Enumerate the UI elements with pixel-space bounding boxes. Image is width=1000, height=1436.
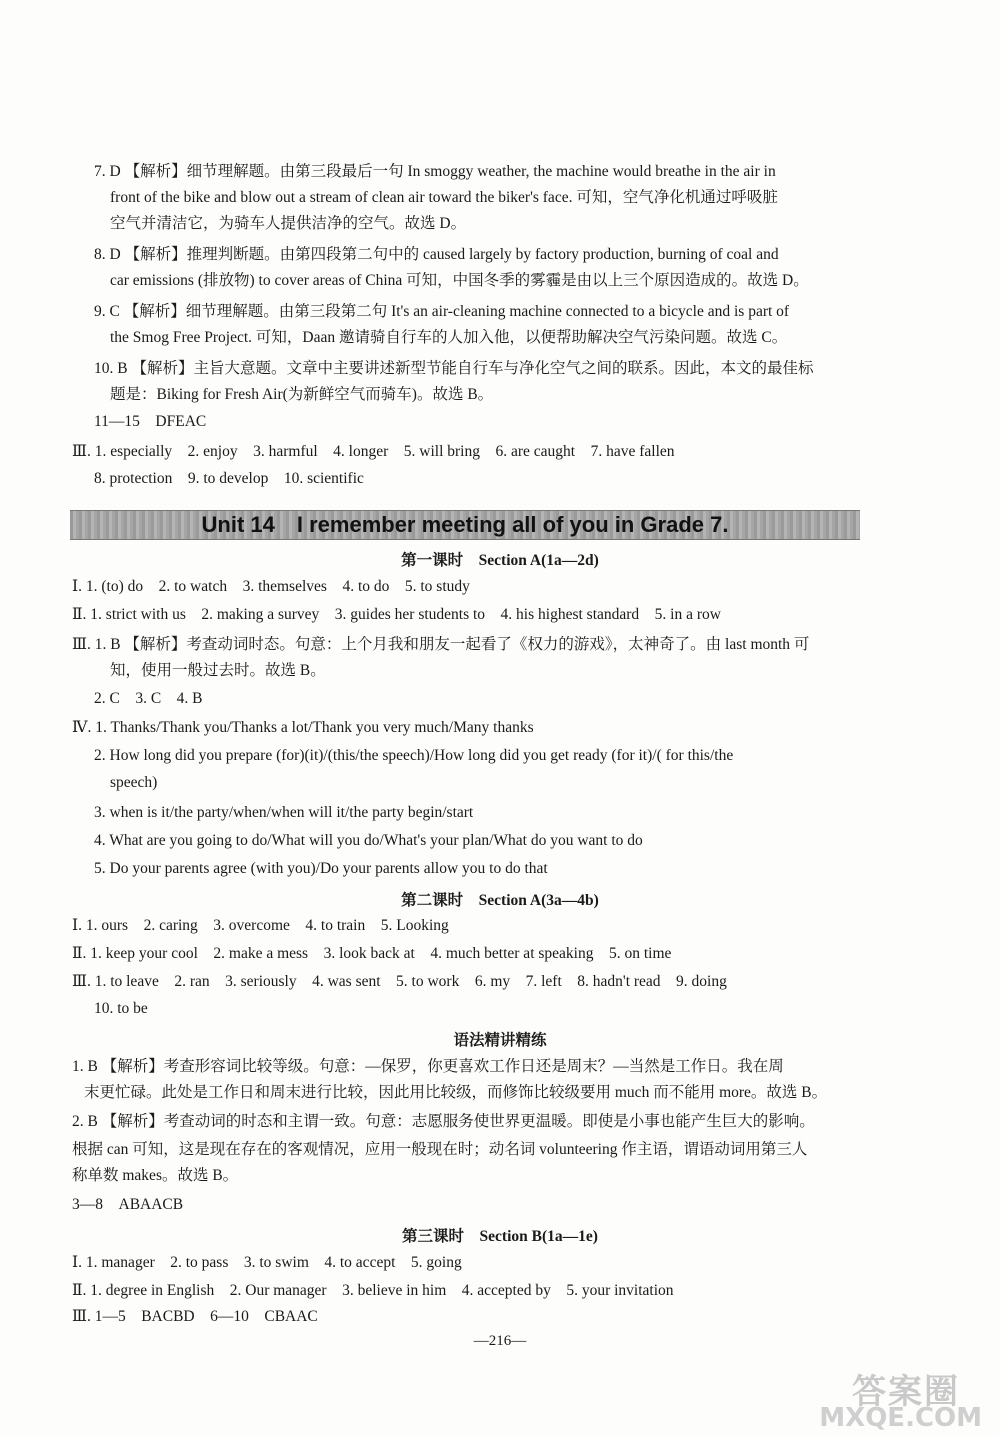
answer-line: Ⅲ. 1. B 【解析】考查动词时态。句意：上个月我和朋友一起看了《权力的游戏》，太神奇了。由 last month 可: [72, 636, 810, 653]
answer-line: 3—8 ABAACB: [72, 1196, 184, 1213]
answer-line: Ⅲ. 1—5 BACBD 6—10 CBAAC: [72, 1308, 318, 1325]
answer-line: Ⅱ. 1. keep your cool 2. make a mess 3. look back at 4. much better at speaking 5. on time: [72, 945, 672, 962]
answer-line: 10. B 【解析】主旨大意题。文章中主要讲述新型节能自行车与净化空气之间的联系。因此，本文的最佳标: [94, 360, 814, 377]
answer-line: 2. How long did you prepare (for)(it)/(this/the speech)/How long did you get ready (for it)/( for this/the: [94, 747, 734, 764]
answer-line: 11—15 DFEAC: [94, 413, 207, 430]
answer-line: Ⅲ. 1. especially 2. enjoy 3. harmful 4. longer 5. will bring 6. are caught 7. have fallen: [72, 443, 675, 460]
answer-line: Ⅱ. 1. strict with us 2. making a survey 3. guides her students to 4. his highest standard 5. in a row: [72, 606, 721, 623]
lesson-heading: 第二课时 Section A(3a—4b): [401, 892, 599, 909]
answer-line: 称单数 makes。故选 B。: [72, 1167, 239, 1184]
answer-line: speech): [110, 774, 158, 791]
answer-line: 知，使用一般过去时。故选 B。: [110, 662, 326, 679]
page-number: —216—: [473, 1333, 527, 1349]
answer-line: front of the bike and blow out a stream of clean air toward the biker's face. 可知，空气净化机通过呼吸脏: [110, 189, 778, 206]
answer-line: 空气并清洁它，为骑车人提供洁净的空气。故选 D。: [110, 215, 467, 232]
answer-line: 8. protection 9. to develop 10. scientific: [94, 470, 364, 487]
answer-line: Ⅰ. 1. (to) do 2. to watch 3. themselves 4. to do 5. to study: [72, 578, 470, 595]
answer-line: 7. D 【解析】细节理解题。由第三段最后一句 In smoggy weather, the machine would breathe in the air in: [94, 163, 776, 180]
answer-line: Ⅱ. 1. degree in English 2. Our manager 3. believe in him 4. accepted by 5. your invitation: [72, 1282, 674, 1299]
lesson-heading: 第三课时 Section B(1a—1e): [402, 1228, 598, 1245]
answer-line: 根据 can 可知，这是现在存在的客观情况，应用一般现在时；动名词 volunteering 作主语，谓语动词用第三人: [72, 1141, 808, 1158]
answer-line: car emissions (排放物) to cover areas of China 可知，中国冬季的雾霾是由以上三个原因造成的。故选 D。: [110, 272, 809, 289]
answer-line: Ⅰ. 1. manager 2. to pass 3. to swim 4. to accept 5. going: [72, 1254, 462, 1271]
answer-line: 2. C 3. C 4. B: [94, 690, 203, 707]
answer-line: 2. B 【解析】考查动词的时态和主谓一致。句意：志愿服务使世界更温暖。即使是小事也能产生巨大的影响。: [72, 1113, 815, 1130]
lesson-heading: 第一课时 Section A(1a—2d): [401, 552, 599, 569]
answer-line: 9. C 【解析】细节理解题。由第三段第二句 It's an air-cleaning machine connected to a bicycle and is part of: [94, 303, 790, 320]
answer-line: 1. B 【解析】考查形容词比较等级。句意：—保罗，你更喜欢工作日还是周末？—当然是工作日。我在周: [72, 1058, 784, 1075]
answer-line: 10. to be: [94, 1000, 148, 1017]
answer-line: 3. when is it/the party/when/when will it/the party begin/start: [94, 804, 474, 821]
watermark-url: MXQE.COM: [819, 1403, 982, 1433]
answer-line: 末更忙碌。此处是工作日和周末进行比较，因此用比较级，而修饰比较级要用 much 而不能用 more。故选 B。: [84, 1084, 828, 1101]
answer-line: 题是：Biking for Fresh Air(为新鲜空气而骑车)。故选 B。: [110, 386, 494, 403]
answer-line: 8. D 【解析】推理判断题。由第四段第二句中的 caused largely by factory production, burning of coal and: [94, 246, 779, 263]
answer-line: the Smog Free Project. 可知，Daan 邀请骑自行车的人加入他，以便帮助解决空气污染问题。故选 C。: [110, 329, 788, 346]
answer-line: 4. What are you going to do/What will you do/What's your plan/What do you want to do: [94, 832, 643, 849]
unit-title: Unit 14 I remember meeting all of you in Grade 7.: [201, 512, 729, 537]
answer-line: 5. Do your parents agree (with you)/Do your parents allow you to do that: [94, 860, 548, 877]
answer-line: Ⅳ. 1. Thanks/Thank you/Thanks a lot/Thank you very much/Many thanks: [72, 719, 534, 736]
answer-line: Ⅲ. 1. to leave 2. ran 3. seriously 4. was sent 5. to work 6. my 7. left 8. hadn't read 9. doing: [72, 973, 727, 990]
section-heading: 语法精讲精练: [453, 1032, 547, 1049]
watermark-logo: 答案圈: [852, 1372, 960, 1412]
unit-banner: [70, 510, 860, 540]
answer-line: Ⅰ. 1. ours 2. caring 3. overcome 4. to train 5. Looking: [72, 917, 449, 934]
